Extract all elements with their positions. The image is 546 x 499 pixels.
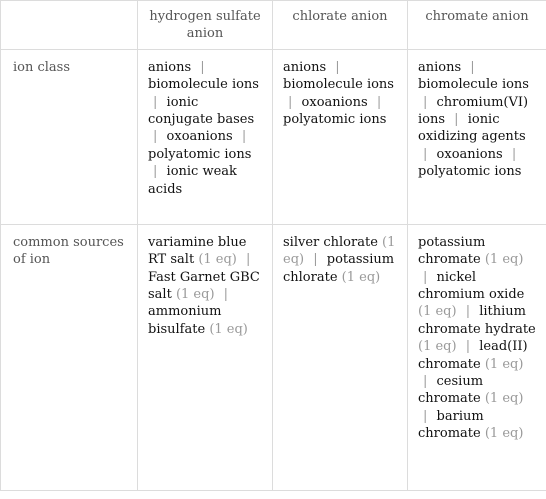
equivalents-note: (1 eq) xyxy=(484,252,524,268)
list-separator: | xyxy=(223,287,229,303)
equivalents-note: (1 eq) xyxy=(209,321,248,337)
cell-sources-chromate xyxy=(408,224,546,490)
list-item: polyatomic ions xyxy=(148,146,252,162)
row-header-ion-class: ion class xyxy=(1,49,138,224)
column-header-hydrogen-sulfate: hydrogen sulfate anion xyxy=(138,1,273,50)
list-item: nickel chromium oxide xyxy=(418,269,525,303)
equivalents-note: (1 eq) xyxy=(418,304,457,320)
list-separator: | xyxy=(511,146,517,162)
list-item: potassium chromate xyxy=(418,234,486,268)
cell-sources-chlorate xyxy=(273,224,408,490)
list-separator: | xyxy=(423,146,428,162)
cell-ion-class-hydrogen-sulfate xyxy=(138,49,273,224)
list-separator: | xyxy=(454,112,459,128)
list-item: ionic weak acids xyxy=(148,164,237,197)
list-separator: | xyxy=(423,374,428,390)
table-row-ion-class xyxy=(1,49,546,224)
header-row xyxy=(1,1,546,50)
list-item: lithium chromate hydrate xyxy=(418,304,536,337)
list-item: ammonium bisulfate xyxy=(148,304,222,337)
list-separator: | xyxy=(246,252,251,268)
list-separator: | xyxy=(335,59,340,75)
list-item: polyatomic ions xyxy=(418,164,522,180)
list-item: biomolecule ions xyxy=(283,77,394,93)
list-separator: | xyxy=(313,252,318,268)
row-header-common-sources: common sources of ion xyxy=(1,224,138,490)
list-separator: | xyxy=(423,94,428,110)
list-item: anions xyxy=(148,59,192,75)
list-item: barium chromate xyxy=(418,408,484,442)
cell-ion-class-chlorate xyxy=(273,49,408,224)
list-item: oxoanions xyxy=(301,94,368,110)
cell-ion-class-chromate xyxy=(408,49,546,224)
list-separator: | xyxy=(465,339,471,355)
list-item: ionic conjugate bases xyxy=(148,94,255,128)
list-item: oxoanions xyxy=(436,146,503,162)
list-item: lead(II) chromate xyxy=(418,339,528,372)
equivalents-note: (1 eq) xyxy=(484,391,524,407)
list-item: cesium chromate xyxy=(418,374,484,407)
list-separator: | xyxy=(465,304,471,320)
equivalents-note: (1 eq) xyxy=(283,234,396,268)
equivalents-note: (1 eq) xyxy=(198,252,237,268)
column-header-chlorate: chlorate anion xyxy=(273,1,408,50)
list-item: Fast Garnet GBC salt xyxy=(148,269,260,303)
list-item: biomolecule ions xyxy=(148,77,259,93)
list-item: anions xyxy=(418,59,462,75)
list-item: chromium(VI) ions xyxy=(418,94,529,128)
equivalents-note: (1 eq) xyxy=(418,339,457,355)
list-separator: | xyxy=(288,94,293,110)
list-item: polyatomic ions xyxy=(283,112,387,128)
list-separator: | xyxy=(241,129,247,145)
list-item: potassium chlorate xyxy=(283,252,395,285)
list-separator: | xyxy=(423,269,428,285)
list-item: biomolecule ions xyxy=(418,77,529,93)
equivalents-note: (1 eq) xyxy=(175,287,215,303)
list-separator: | xyxy=(376,94,382,110)
list-item: ionic oxidizing agents xyxy=(418,112,526,145)
list-separator: | xyxy=(153,94,158,110)
cell-sources-hydrogen-sulfate xyxy=(138,224,273,490)
column-header-chromate: chromate anion xyxy=(408,1,546,50)
list-separator: | xyxy=(470,59,475,75)
list-item: variamine blue RT salt xyxy=(148,234,247,268)
list-item: anions xyxy=(283,59,327,75)
equivalents-note: (1 eq) xyxy=(341,269,381,285)
corner-cell xyxy=(1,1,138,50)
equivalents-note: (1 eq) xyxy=(484,356,524,372)
table-row-common-sources xyxy=(1,224,546,490)
equivalents-note: (1 eq) xyxy=(484,426,524,442)
list-separator: | xyxy=(200,59,205,75)
list-item: oxoanions xyxy=(166,129,233,145)
list-separator: | xyxy=(153,164,158,180)
list-separator: | xyxy=(153,129,158,145)
list-item: silver chlorate xyxy=(283,234,378,250)
list-separator: | xyxy=(423,408,428,424)
